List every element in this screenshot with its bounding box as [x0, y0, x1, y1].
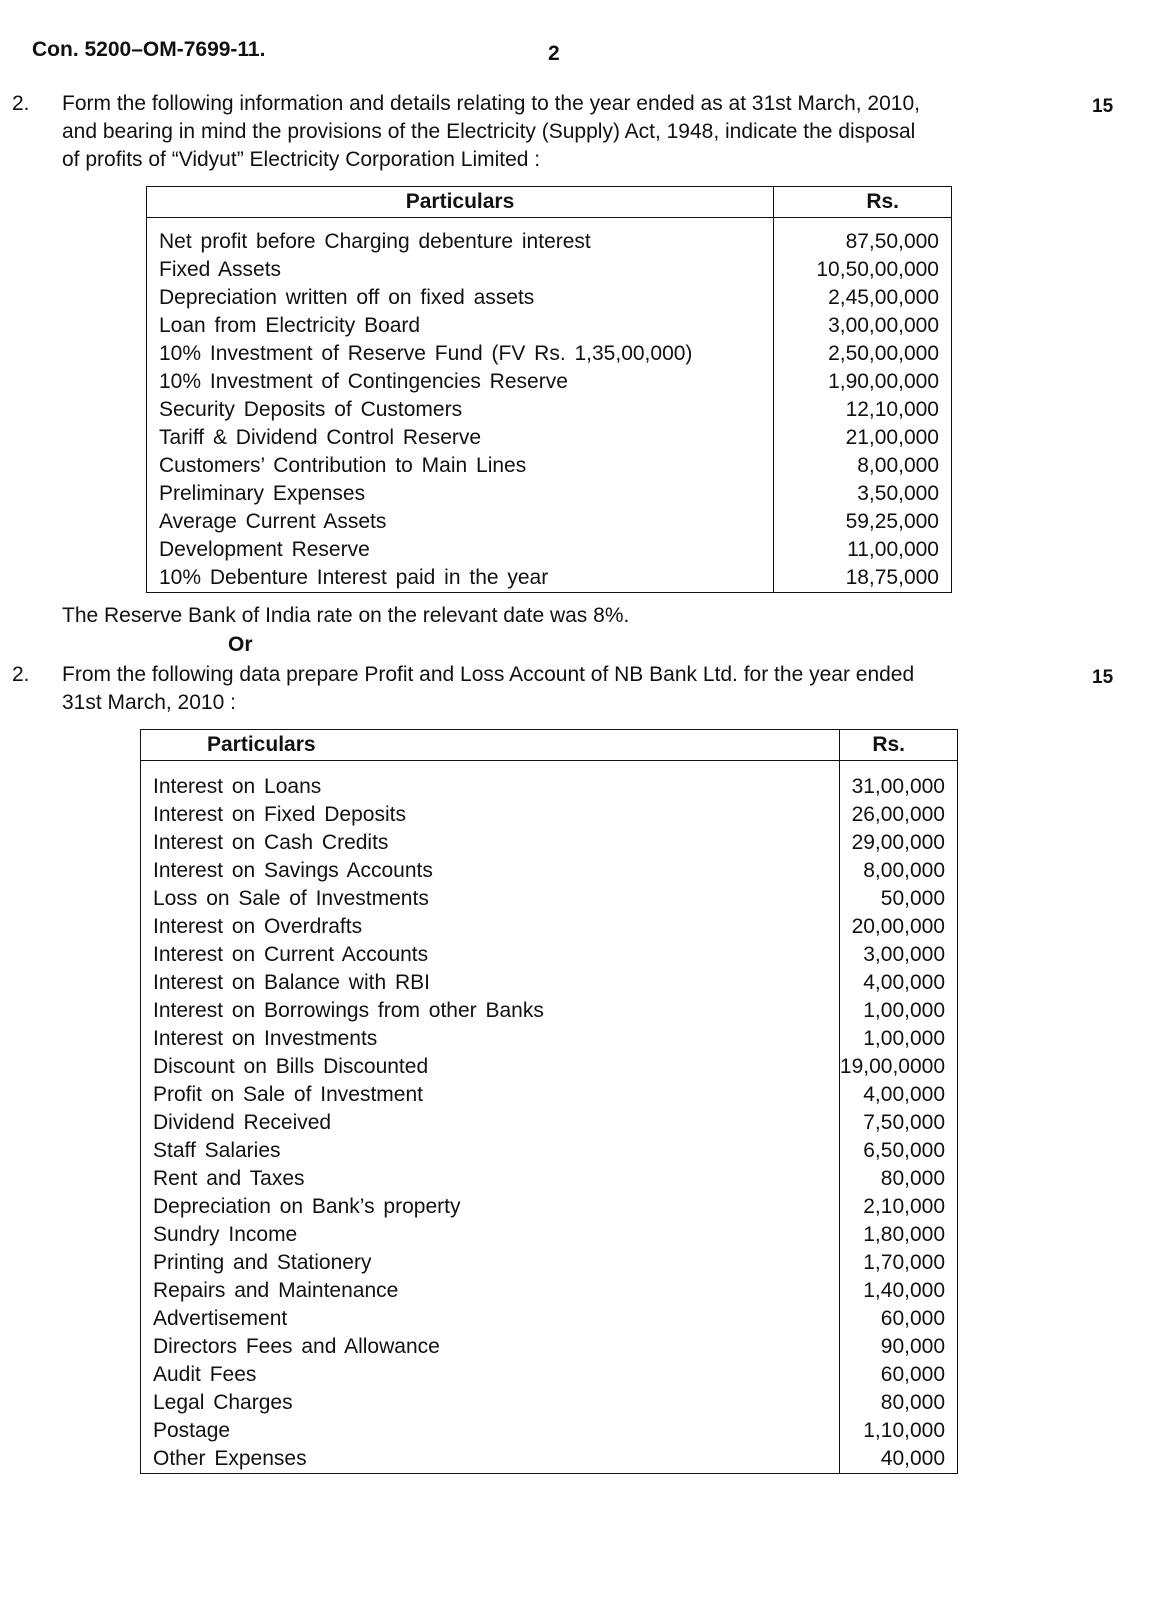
particulars-cell: Staff Salaries: [153, 1139, 281, 1162]
question-a-line: and bearing in mind the provisions of the Electricity (Supply) Act, 1948, indicate the disposal: [62, 120, 916, 143]
amount-cell: 1,80,000: [839, 1221, 957, 1249]
amount-cell: 80,000: [839, 1165, 957, 1193]
particulars-cell: Loss on Sale of Investments: [153, 887, 429, 910]
particulars-cell: Interest on Borrowings from other Banks: [153, 999, 544, 1022]
amount-cell: 1,10,000: [839, 1417, 957, 1445]
question-b-line: From the following data prepare Profit and Loss Account of NB Bank Ltd. for the year ended: [62, 663, 915, 686]
table-row: [147, 256, 952, 284]
particulars-cell: Development Reserve: [159, 538, 370, 561]
table-row: [141, 1445, 958, 1474]
particulars-cell: Sundry Income: [153, 1223, 298, 1246]
amount-cell: 2,45,00,000: [774, 284, 952, 312]
particulars-cell: Depreciation written off on fixed assets: [159, 286, 535, 309]
particulars-cell: 10% Investment of Contingencies Reserve: [159, 370, 568, 393]
table-header-amount: Rs.: [774, 187, 952, 218]
particulars-cell: Audit Fees: [153, 1363, 257, 1386]
question-b-marks: 15: [1092, 667, 1114, 688]
particulars-cell: Interest on Cash Credits: [153, 831, 389, 854]
table-row: [141, 885, 958, 913]
table-row: [141, 1193, 958, 1221]
amount-cell: 40,000: [839, 1445, 957, 1474]
electricity-data-table: [146, 186, 952, 593]
particulars-cell: Legal Charges: [153, 1391, 293, 1414]
table-row: [141, 1053, 958, 1081]
amount-cell: 60,000: [839, 1305, 957, 1333]
amount-cell: 59,25,000: [774, 508, 952, 536]
table-row: [147, 312, 952, 340]
table-row: [141, 829, 958, 857]
question-a-text: [62, 90, 1062, 174]
question-b-line: 31st March, 2010 :: [62, 691, 236, 714]
amount-cell: 3,00,000: [839, 941, 957, 969]
amount-cell: 1,70,000: [839, 1249, 957, 1277]
amount-cell: 50,000: [839, 885, 957, 913]
amount-cell: 26,00,000: [839, 801, 957, 829]
amount-cell: 2,10,000: [839, 1193, 957, 1221]
particulars-cell: Interest on Balance with RBI: [153, 971, 430, 994]
particulars-cell: Interest on Savings Accounts: [153, 859, 433, 882]
amount-cell: 18,75,000: [774, 564, 952, 593]
particulars-cell: Other Expenses: [153, 1447, 307, 1470]
rbi-rate-note: The Reserve Bank of India rate on the relevant date was 8%.: [62, 604, 630, 627]
table-row: [141, 1417, 958, 1445]
particulars-cell: Tariff & Dividend Control Reserve: [159, 426, 482, 449]
amount-cell: 20,00,000: [839, 913, 957, 941]
amount-cell: 11,00,000: [774, 536, 952, 564]
particulars-cell: Interest on Current Accounts: [153, 943, 429, 966]
question-a-number: 2.: [12, 92, 30, 115]
particulars-cell: Dividend Received: [153, 1111, 332, 1134]
amount-cell: 21,00,000: [774, 424, 952, 452]
particulars-cell: Security Deposits of Customers: [159, 398, 463, 421]
table-row: [141, 1277, 958, 1305]
table-row: [141, 1137, 958, 1165]
question-a-line: Form the following information and details relating to the year ended as at 31st March, 2010,: [62, 92, 920, 115]
question-a-marks: 15: [1092, 96, 1114, 117]
amount-cell: 8,00,000: [774, 452, 952, 480]
table-row: [141, 1305, 958, 1333]
table-row: [147, 340, 952, 368]
table-row: [141, 1025, 958, 1053]
table-row: [141, 1333, 958, 1361]
table-row: [141, 1081, 958, 1109]
table-row: [147, 218, 952, 257]
amount-cell: 2,50,00,000: [774, 340, 952, 368]
particulars-cell: Interest on Overdrafts: [153, 915, 363, 938]
particulars-cell: Rent and Taxes: [153, 1167, 305, 1190]
particulars-cell: Average Current Assets: [159, 510, 387, 533]
table-row: [141, 969, 958, 997]
table-row: [147, 368, 952, 396]
particulars-cell: Postage: [153, 1419, 231, 1442]
table-header-particulars: Particulars: [141, 730, 840, 761]
amount-cell: 90,000: [839, 1333, 957, 1361]
amount-cell: 60,000: [839, 1361, 957, 1389]
amount-cell: 4,00,000: [839, 969, 957, 997]
question-a-line: of profits of “Vidyut” Electricity Corporation Limited :: [62, 148, 541, 171]
paper-code: Con. 5200–OM-7699-11.: [32, 38, 266, 61]
table-row: [141, 941, 958, 969]
amount-cell: 3,50,000: [774, 480, 952, 508]
table-row: [141, 1249, 958, 1277]
amount-cell: 1,40,000: [839, 1277, 957, 1305]
or-divider: Or: [228, 633, 253, 656]
particulars-cell: Loan from Electricity Board: [159, 314, 421, 337]
amount-cell: 3,00,00,000: [774, 312, 952, 340]
table-row: [147, 480, 952, 508]
particulars-cell: 10% Debenture Interest paid in the year: [159, 566, 549, 589]
particulars-cell: Printing and Stationery: [153, 1251, 372, 1274]
table-row: [141, 913, 958, 941]
table-row: [141, 1389, 958, 1417]
particulars-cell: Advertisement: [153, 1307, 288, 1330]
table-row: [141, 761, 958, 802]
amount-cell: 8,00,000: [839, 857, 957, 885]
table-header-amount: Rs.: [839, 730, 957, 761]
table-row: [141, 801, 958, 829]
amount-cell: 12,10,000: [774, 396, 952, 424]
amount-cell: 31,00,000: [839, 761, 957, 802]
amount-cell: 1,00,000: [839, 997, 957, 1025]
table-row: [147, 452, 952, 480]
amount-cell: 1,00,000: [839, 1025, 957, 1053]
question-b-number: 2.: [12, 663, 30, 686]
particulars-cell: Profit on Sale of Investment: [153, 1083, 423, 1106]
particulars-cell: Repairs and Maintenance: [153, 1279, 399, 1302]
table-row: [141, 1361, 958, 1389]
particulars-cell: Interest on Loans: [153, 775, 322, 798]
table-header-particulars: Particulars: [147, 187, 774, 218]
table-row: [147, 284, 952, 312]
question-b-text: [62, 661, 1062, 717]
particulars-cell: Directors Fees and Allowance: [153, 1335, 440, 1358]
table-row: [147, 396, 952, 424]
amount-cell: 19,00,0000: [839, 1053, 957, 1081]
table-row: [147, 536, 952, 564]
amount-cell: 6,50,000: [839, 1137, 957, 1165]
bank-data-table: [140, 729, 958, 1474]
amount-cell: 4,00,000: [839, 1081, 957, 1109]
table-row: [147, 564, 952, 593]
particulars-cell: Interest on Fixed Deposits: [153, 803, 406, 826]
table-row: [147, 508, 952, 536]
table-row: [141, 997, 958, 1025]
table-row: [147, 424, 952, 452]
page-number: 2: [548, 42, 560, 65]
particulars-cell: Preliminary Expenses: [159, 482, 366, 505]
particulars-cell: Net profit before Charging debenture interest: [159, 230, 591, 253]
amount-cell: 10,50,00,000: [774, 256, 952, 284]
amount-cell: 80,000: [839, 1389, 957, 1417]
amount-cell: 1,90,00,000: [774, 368, 952, 396]
table-row: [141, 1109, 958, 1137]
table-row: [141, 1165, 958, 1193]
table-row: [141, 1221, 958, 1249]
particulars-cell: Depreciation on Bank’s property: [153, 1195, 461, 1218]
particulars-cell: Discount on Bills Discounted: [153, 1055, 429, 1078]
particulars-cell: Customers’ Contribution to Main Lines: [159, 454, 527, 477]
amount-cell: 87,50,000: [774, 218, 952, 257]
table-row: [141, 857, 958, 885]
amount-cell: 7,50,000: [839, 1109, 957, 1137]
particulars-cell: Interest on Investments: [153, 1027, 378, 1050]
particulars-cell: 10% Investment of Reserve Fund (FV Rs. 1,35,00,000): [159, 342, 693, 365]
particulars-cell: Fixed Assets: [159, 258, 282, 281]
amount-cell: 29,00,000: [839, 829, 957, 857]
